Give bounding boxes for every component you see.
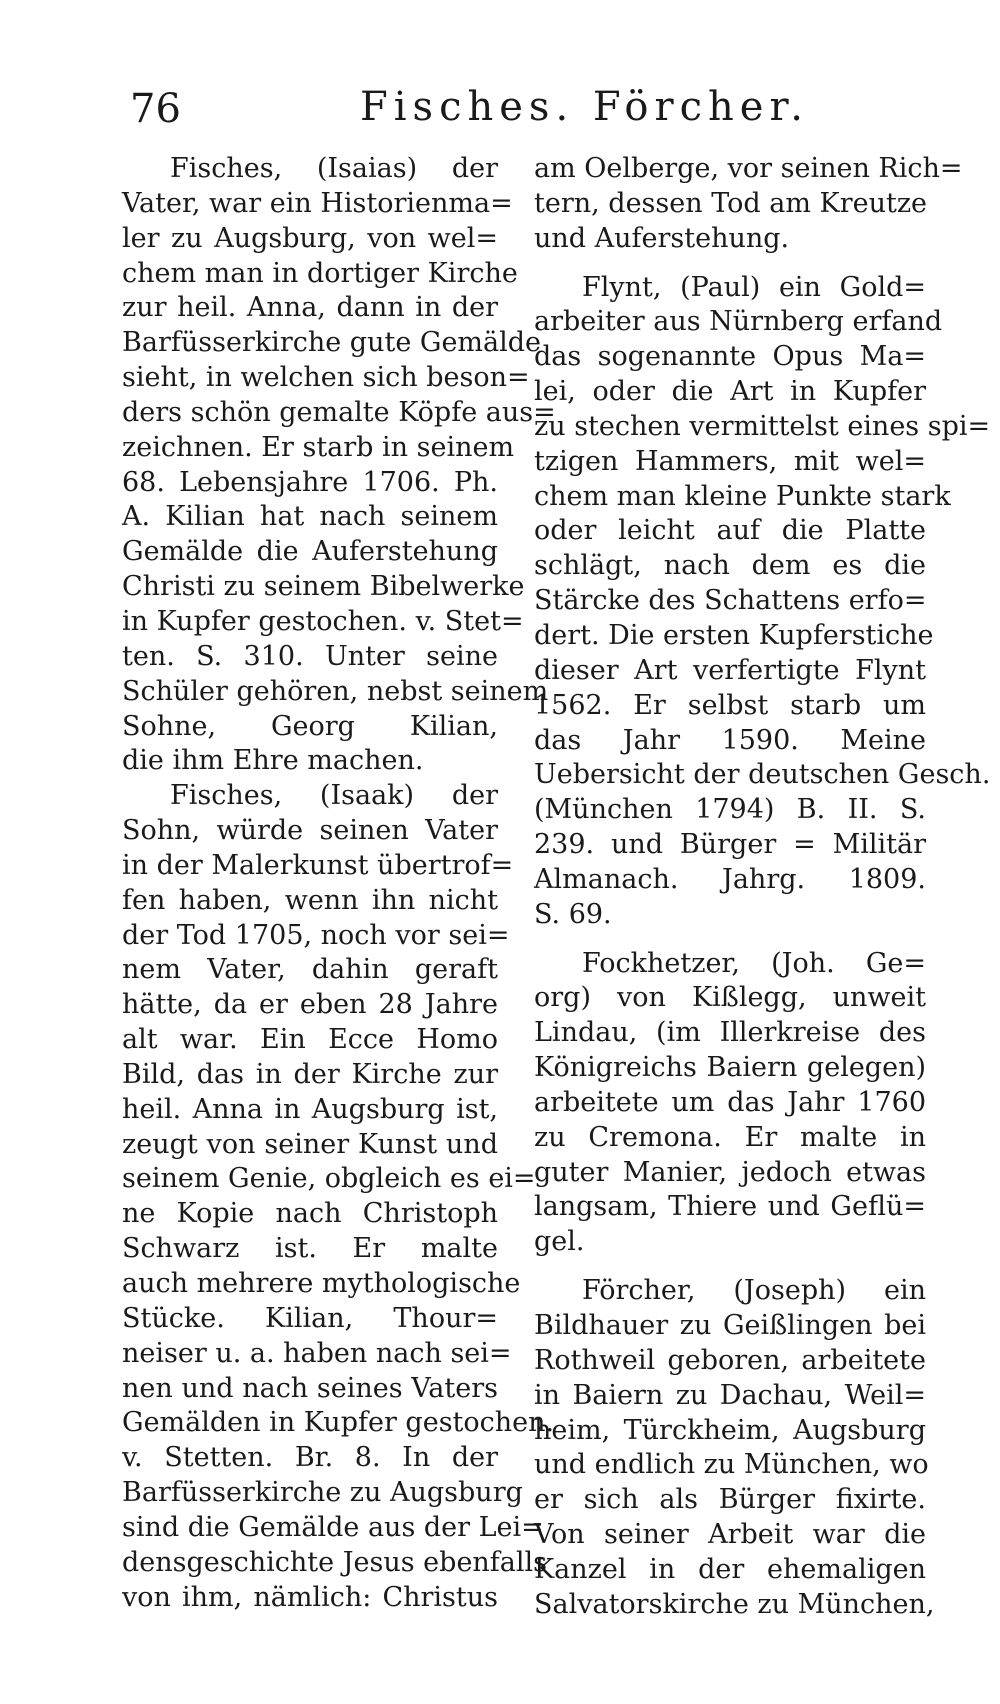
text-line: Königreichs Baiern gelegen): [534, 1052, 926, 1084]
text-line: der Tod 1705, noch vor sei=: [122, 919, 510, 951]
text-line: zur heil. Anna, dann in der: [122, 292, 498, 324]
text-line: Salvatorskirche zu München,: [534, 1588, 935, 1620]
text-line: Schüler gehören, nebst seinem: [122, 675, 549, 707]
text-line: Sohne, Georg Kilian,: [122, 710, 498, 742]
text-line: alt war. Ein Ecce Homo: [122, 1024, 498, 1056]
text-line: dert. Die ersten Kupferstiche: [534, 619, 934, 651]
text-line: Christi zu seinem Bibelwerke: [122, 571, 525, 603]
text-line: sieht, in welchen sich beson=: [122, 362, 530, 394]
text-line: von ihm, nämlich: Christus: [122, 1581, 498, 1613]
text-line: und endlich zu München, wo: [534, 1449, 929, 1481]
text-line: seinem Genie, obgleich es ei=: [122, 1163, 536, 1195]
text-line: oder leicht auf die Platte: [534, 515, 926, 547]
text-line: dieser Art verfertigte Flynt: [534, 654, 926, 686]
text-line: tzigen Hammers, mit wel=: [534, 445, 926, 477]
text-line: Barfüsserkirche zu Augsburg: [122, 1477, 523, 1509]
text-line: nen und nach seines Vaters: [122, 1372, 498, 1404]
text-line: gel.: [534, 1226, 585, 1258]
text-line: in der Malerkunst übertrof=: [122, 849, 514, 881]
text-line: zeichnen. Er starb in seinem: [122, 431, 515, 463]
text-line: am Oelberge, vor seinen Rich=: [534, 153, 963, 184]
text-line: A. Kilian hat nach seinem: [122, 501, 498, 533]
text-line: fen haben, wenn ihn nicht: [122, 884, 498, 916]
text-line: ne Kopie nach Christoph: [122, 1198, 498, 1230]
text-line: langsam, Thiere und Geflü=: [534, 1191, 926, 1223]
text-line: heim, Türckheim, Augsburg: [534, 1414, 926, 1446]
text-line: Barfüsserkirche gute Gemälde: [122, 327, 542, 359]
text-line: Gemälden in Kupfer gestochen.: [122, 1407, 555, 1439]
text-line: tern, dessen Tod am Kreutze: [534, 187, 928, 219]
text-line: zeugt von seiner Kunst und: [122, 1128, 498, 1160]
text-line: auch mehrere mythologische: [122, 1268, 521, 1299]
text-line: zu stechen vermittelst eines spi=: [534, 410, 991, 442]
text-line: in Baiern zu Dachau, Weil=: [534, 1379, 926, 1411]
running-head: Fisches. Förcher.: [360, 84, 809, 130]
text-line: lei, oder die Art in Kupfer: [534, 376, 926, 408]
text-line: Fisches, (Isaias) der: [170, 153, 498, 184]
text-line: in Kupfer gestochen. v. Stet=: [122, 605, 524, 637]
text-line: chem man kleine Punkte stark: [534, 480, 951, 512]
text-line: (München 1794) B. II. S.: [534, 794, 926, 826]
text-line: Lindau, (im Illerkreise des: [534, 1017, 926, 1049]
text-line: chem man in dortiger Kirche: [122, 257, 518, 289]
text-line: Schwarz ist. Er malte: [122, 1233, 498, 1265]
text-line: schlägt, nach dem es die: [534, 550, 926, 582]
text-line: zu Cremona. Er malte in: [534, 1121, 926, 1153]
text-line: er sich als Bürger fixirte.: [534, 1484, 926, 1516]
text-line: nem Vater, dahin geraft: [122, 954, 498, 986]
text-line: Gemälde die Auferstehung: [122, 536, 498, 568]
text-line: Bild, das in der Kirche zur: [122, 1058, 498, 1090]
text-line: ler zu Augsburg, von wel=: [122, 222, 498, 254]
text-line: Fisches, (Isaak) der: [170, 780, 498, 812]
text-line: org) von Kißlegg, unweit: [534, 982, 926, 1014]
text-line: v. Stetten. Br. 8. In der: [122, 1442, 498, 1474]
text-line: Vater, war ein Historienma=: [122, 187, 513, 219]
text-line: neiser u. a. haben nach sei=: [122, 1337, 512, 1369]
text-line: arbeitete um das Jahr 1760: [534, 1086, 926, 1118]
text-line: ders schön gemalte Köpfe aus=: [122, 396, 556, 428]
text-line: 1562. Er selbst starb um: [534, 689, 926, 721]
text-line: Förcher, (Joseph) ein: [582, 1275, 926, 1307]
text-line: Kanzel in der ehemaligen: [534, 1553, 926, 1585]
paragraph-gap: [534, 933, 926, 947]
text-line: Almanach. Jahrg. 1809.: [534, 863, 926, 895]
text-line: densgeschichte Jesus ebenfalls: [122, 1546, 548, 1578]
paragraph-gap: [534, 1260, 926, 1274]
text-line: 239. und Bürger = Militär: [534, 829, 926, 861]
paragraph-gap: [534, 257, 926, 271]
page-number: 76: [130, 86, 181, 132]
text-line: heil. Anna in Augsburg ist,: [122, 1093, 498, 1125]
text-line: 68. Lebensjahre 1706. Ph.: [122, 466, 498, 498]
text-line: das Jahr 1590. Meine: [534, 724, 926, 756]
text-line: Bildhauer zu Geißlingen bei: [534, 1310, 926, 1341]
text-line: und Auferstehung.: [534, 222, 790, 254]
right-column: [534, 152, 991, 1623]
text-line: guter Manier, jedoch etwas: [534, 1156, 926, 1188]
text-line: Stärcke des Schattens erfo=: [534, 585, 927, 617]
text-line: Rothweil geboren, arbeitete: [534, 1344, 926, 1376]
text-line: Uebersicht der deutschen Gesch.: [534, 759, 991, 791]
text-line: arbeiter aus Nürnberg erfand: [534, 306, 943, 338]
left-column: [122, 152, 556, 1615]
text-line: ten. S. 310. Unter seine: [122, 640, 498, 672]
text-line: Stücke. Kilian, Thour=: [122, 1302, 498, 1334]
text-line: Von seiner Arbeit war die: [534, 1519, 926, 1551]
text-line: die ihm Ehre machen.: [122, 745, 424, 777]
text-line: das sogenannte Opus Ma=: [534, 341, 926, 373]
text-line: Flynt, (Paul) ein Gold=: [582, 271, 926, 303]
text-line: sind die Gemälde aus der Lei=: [122, 1511, 544, 1543]
text-line: hätte, da er eben 28 Jahre: [122, 989, 498, 1021]
text-line: Fockhetzer, (Joh. Ge=: [582, 947, 926, 979]
text-line: Sohn, würde seinen Vater: [122, 815, 498, 847]
text-line: S. 69.: [534, 898, 612, 930]
